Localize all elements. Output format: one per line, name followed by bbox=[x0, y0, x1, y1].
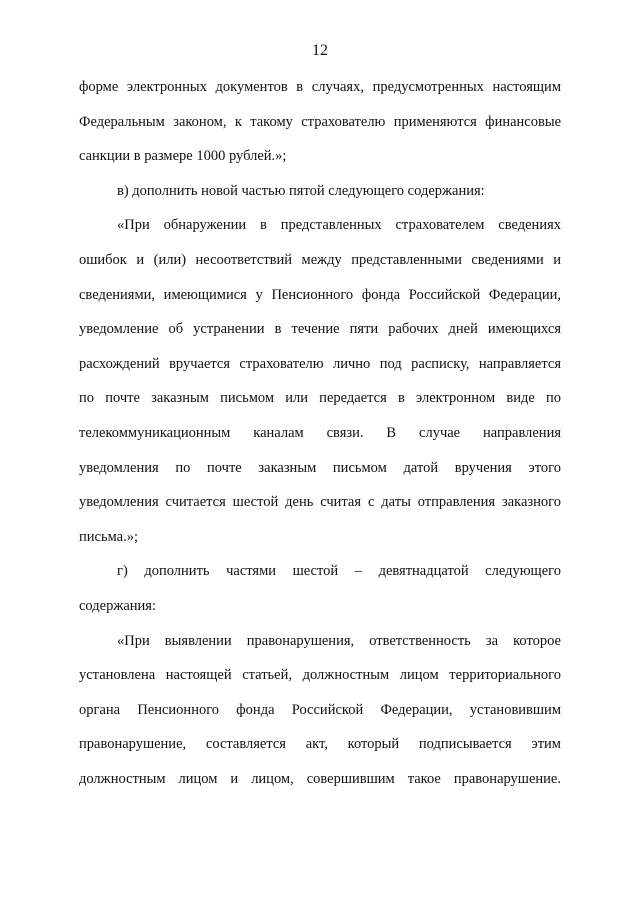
text-line: расхождений вручается страхователю лично под расписку, направляется bbox=[79, 355, 561, 372]
text-line: содержания: bbox=[79, 598, 157, 614]
text-line: Федеральным законом, к такому страхователю применяются финансовые bbox=[79, 113, 561, 130]
text-line: телекоммуникационным каналам связи. В случае направления bbox=[79, 425, 561, 441]
text-line: «При выявлении правонарушения, ответственность за которое bbox=[117, 632, 561, 649]
text-line: форме электронных документов в случаях, предусмотренных настоящим bbox=[79, 79, 561, 95]
text-line: санкции в размере 1000 рублей.»; bbox=[79, 148, 287, 165]
text-line: правонарушение, составляется акт, который подписывается этим bbox=[79, 736, 561, 753]
text-line: органа Пенсионного фонда Российской Федерации, установившим bbox=[79, 701, 561, 718]
text-line: установлена настоящей статьей, должностным лицом территориального bbox=[79, 667, 561, 684]
page-number: 12 bbox=[312, 42, 328, 59]
text-line: ошибок и (или) несоответствий между представленными сведениями и bbox=[79, 252, 561, 268]
text-line: письма.»; bbox=[79, 528, 138, 545]
text-line: г) дополнить частями шестой – девятнадцатой следующего bbox=[117, 563, 561, 580]
text-line: уведомление об устранении в течение пяти рабочих дней имеющихся bbox=[79, 321, 561, 338]
text-line: сведениями, имеющимися у Пенсионного фонда Российской Федерации, bbox=[79, 286, 561, 303]
text-line: уведомления считается шестой день считая с даты отправления заказного bbox=[79, 494, 561, 511]
text-line: в) дополнить новой частью пятой следующего содержания: bbox=[117, 182, 485, 199]
text-line: уведомления по почте заказным письмом датой вручения этого bbox=[79, 459, 561, 476]
text-line: должностным лицом и лицом, совершившим такое правонарушение. bbox=[79, 771, 561, 787]
text-line: по почте заказным письмом или передается в электронном виде по bbox=[79, 390, 561, 407]
text-line: «При обнаружении в представленных страхователем сведениях bbox=[117, 217, 561, 234]
